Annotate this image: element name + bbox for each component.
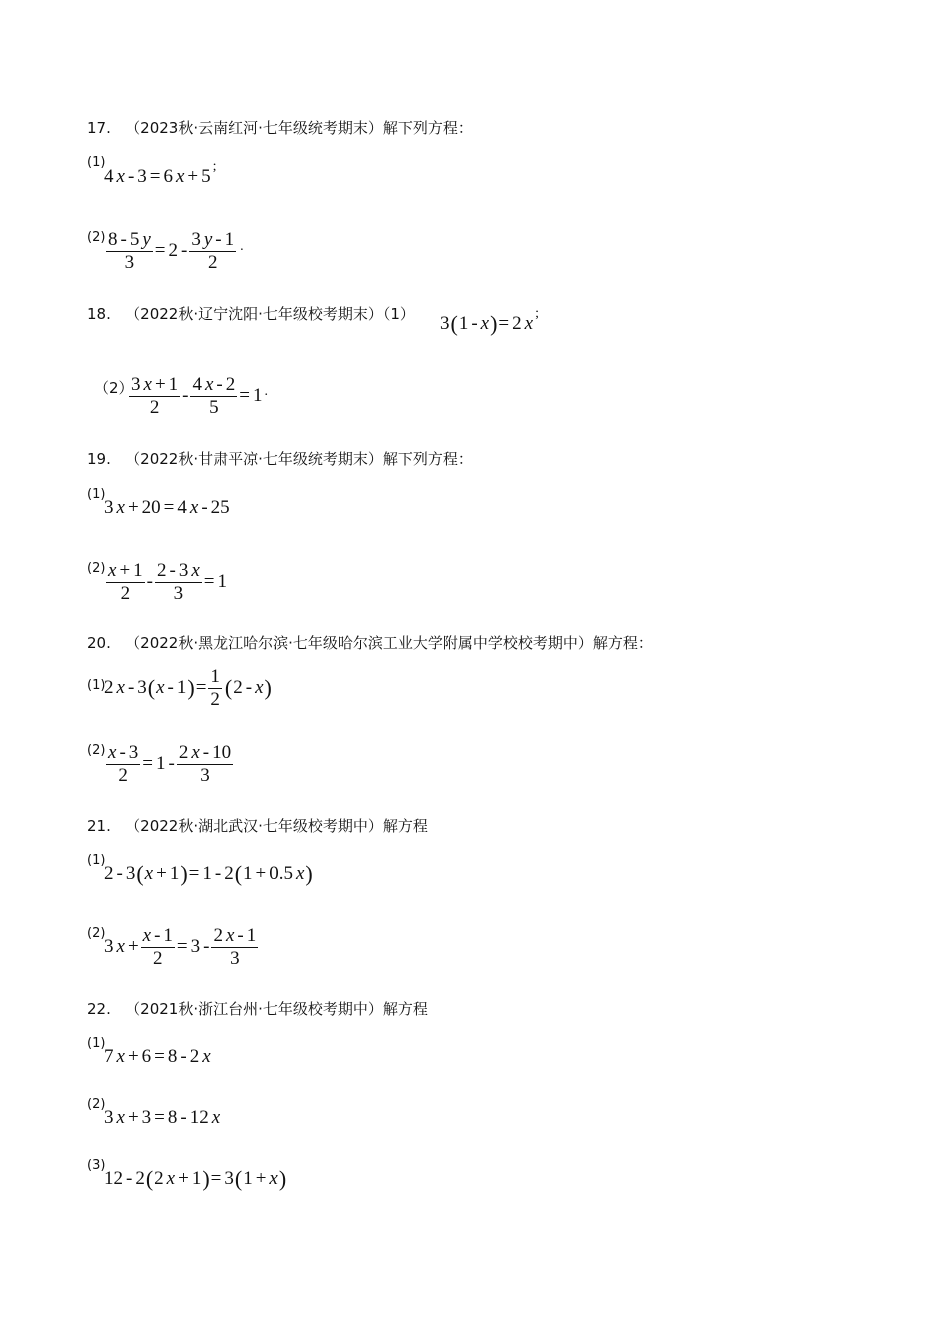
part-label: (1) bbox=[87, 1036, 106, 1051]
part-label: (2) bbox=[87, 743, 106, 758]
equation-19-2: $\frac{x + 1}{2}$ - $\frac{2 - 3 x}{3}$ = 1 bbox=[108, 559, 227, 604]
equation-21-2: 3 x + $\frac{x - 1}{2}$ = 3 - $\frac{2 x - 1}{3}$ bbox=[104, 924, 257, 969]
equation-17-2: $\frac{8 - 5 y}{3}$ = 2 - $\frac{3 y - 1}{2}$ . bbox=[108, 228, 244, 273]
part-label: (3) bbox=[87, 1158, 106, 1173]
part-label: (1) bbox=[87, 155, 106, 170]
part-label: (1) bbox=[87, 853, 106, 868]
equation-22-2: 3 x + 3 = 8 - 12 x bbox=[104, 1107, 221, 1128]
problem-22-heading: 22. （2021秋·浙江台州·七年级校考期中）解方程 bbox=[87, 1000, 428, 1018]
part-label: (2) bbox=[87, 561, 106, 576]
equation-17-1: 4 x - 3 = 6 x + 5 ; bbox=[104, 159, 217, 187]
equation-22-1: 7 x + 6 = 8 - 2 x bbox=[104, 1046, 211, 1067]
equation-18-1: 3 ( 1 - x ) = 2 x ; bbox=[440, 306, 539, 336]
equation-22-3: 12 - 2 ( 2 x + 1 ) = 3 ( 1 + x ) bbox=[104, 1166, 287, 1191]
part-label: (1) bbox=[87, 487, 106, 502]
part-label: (2) bbox=[87, 230, 106, 245]
equation-20-2: $\frac{x - 3}{2}$ = 1 - $\frac{2 x - 10}{3}$ bbox=[108, 741, 232, 786]
equation-20-1: 2 x - 3 ( x - 1 ) = $\frac{1}{2}$ ( 2 - x ) bbox=[104, 665, 272, 710]
part-label: （2） bbox=[94, 379, 134, 397]
problem-21-heading: 21. （2022秋·湖北武汉·七年级校考期中）解方程 bbox=[87, 817, 428, 835]
part-label: (2) bbox=[87, 926, 106, 941]
part-label: (1) bbox=[87, 678, 106, 693]
problem-20-heading: 20. （2022秋·黑龙江哈尔滨·七年级哈尔滨工业大学附属中学校校考期中）解方程： bbox=[87, 634, 653, 652]
problem-17-heading: 17. （2023秋·云南红河·七年级统考期末）解下列方程： bbox=[87, 119, 473, 137]
equation-18-2: $\frac{3 x + 1}{2}$ - $\frac{4 x - 2}{5}$ = 1 . bbox=[131, 373, 268, 418]
equation-21-1: 2 - 3 ( x + 1 ) = 1 - 2 ( 1 + 0.5 x ) bbox=[104, 861, 313, 886]
equation-19-1: 3 x + 20 = 4 x - 25 bbox=[104, 497, 230, 518]
part-label: (2) bbox=[87, 1097, 106, 1112]
problem-19-heading: 19. （2022秋·甘肃平凉·七年级统考期末）解下列方程： bbox=[87, 450, 473, 468]
problem-18-heading: 18. （2022秋·辽宁沈阳·七年级校考期末）（1） bbox=[87, 305, 415, 323]
